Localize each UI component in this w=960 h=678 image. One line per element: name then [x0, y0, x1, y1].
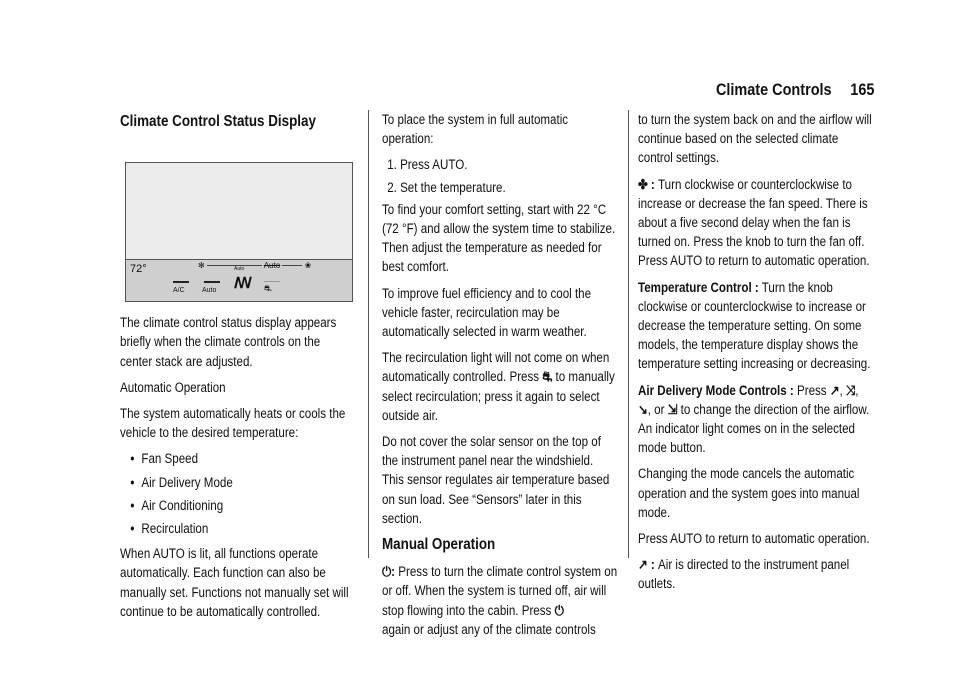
paragraph — [382, 562, 617, 639]
label: Air Delivery Mode Controls : — [638, 382, 794, 398]
paragraph — [638, 278, 873, 374]
power-icon: ⏻ — [382, 564, 392, 580]
fan-low-icon: ✻ — [198, 261, 205, 270]
floor-mode-icon: ↘ — [638, 401, 648, 417]
column-divider — [628, 110, 629, 558]
paragraph: Changing the mode cancels the automatic operation and the system goes into manual mode. — [638, 466, 860, 520]
section-title: Climate Controls — [715, 80, 832, 99]
list-item: • Recirculation — [130, 519, 355, 538]
paragraph: The system automatically heats or cools the vehicle to the desired temperature: — [120, 406, 346, 441]
paragraph: to turn the system back on and the airflow will continue based on the selected climate control settings. — [638, 112, 872, 166]
paragraph: To place the system in full automatic operation: — [382, 112, 569, 147]
column-3 — [638, 110, 873, 601]
auto-label: Auto — [202, 287, 217, 294]
mode-auto-label: Auto — [234, 266, 245, 272]
recirculation-icon: ⛐ — [542, 369, 553, 385]
column-2 — [382, 110, 617, 646]
text: , or — [647, 401, 665, 417]
text: Press — [796, 382, 827, 398]
paragraph: When AUTO is lit, all functions operate automatically. Each function can also be manually set. Functions not manually set will continue to be automatically controlled. — [120, 546, 349, 619]
vent-mode-icon: ↗ — [829, 382, 840, 398]
vent-mode-icon: ↗ — [638, 557, 648, 573]
vent-mode-icon: ꟿ — [234, 275, 252, 292]
text: to change the direction of the airflow. An indicator light comes on in the selected mode button. — [638, 401, 870, 456]
text: Turn clockwise or counterclockwise to increase or decrease the fan speed. There is about a five second delay when the fan is turned on. Press the knob to turn the fan off. Press AUTO to return to automatic operation. — [638, 176, 870, 269]
fan-icon: ✤ — [638, 176, 648, 192]
defog-mode-icon: ⇲ — [667, 401, 678, 417]
text: Press to turn the climate control system on or off. When the system is turned off, air will stop flowing into the cabin. Press — [382, 564, 618, 618]
subheading: Automatic Operation — [120, 379, 226, 395]
text: Air is directed to the instrument panel outlets. — [638, 557, 850, 592]
paragraph: ✤ : Turn clockwise or counterclockwise to increase or decrease the fan speed. There is about a five second delay when the fan is turned on. Press the knob to turn the fan off. Press AUTO to return to automatic operation. — [638, 176, 870, 269]
fan-auto-label: Auto — [263, 261, 281, 270]
paragraph: To improve fuel efficiency and to cool the vehicle faster, recirculation may be automatically selected in warm weather. — [382, 285, 592, 340]
function-list — [120, 449, 355, 538]
fan-high-icon: ❀ — [304, 261, 312, 270]
step-note: To find your comfort setting, start with 22 °C (72 °F) and allow the system time to stabilize. Then adjust the temperature as needed for best comfort. — [382, 201, 616, 275]
bi-level-mode-icon: ⤨ — [845, 382, 856, 398]
text: again or adjust any of the climate controls — [382, 621, 596, 637]
label: Temperature Control : — [638, 279, 759, 295]
page-number: 165 — [849, 80, 874, 99]
section-heading: Manual Operation — [382, 536, 496, 554]
recirc-icon: ⛐ — [264, 283, 272, 293]
column-1 — [120, 110, 355, 628]
text: Turn the knob clockwise or counterclockwise to increase or decrease the temperature setting. On some models, the temperature display shows the temperature setting increasing or decreasing. — [638, 279, 871, 372]
step: 2. Set the temperature. — [387, 179, 506, 195]
step: 1. Press AUTO. — [387, 157, 468, 173]
list-item: • Air Delivery Mode — [130, 473, 355, 492]
section-heading: Climate Control Status Display — [120, 113, 316, 130]
text: to manually select recirculation; press it again to select outside air. — [382, 369, 615, 423]
list-item: • Fan Speed — [130, 449, 355, 468]
text: The recirculation light will not come on when automatically controlled. Press — [382, 350, 610, 385]
paragraph — [382, 348, 617, 425]
text: : — [391, 564, 396, 580]
paragraph: Air Delivery Mode Controls : Press ↗, ⤨, ↘, or ⇲ to change the direction of the airflow. An indicator light comes on in the selected mode button. — [638, 382, 870, 456]
list-item: • Air Conditioning — [130, 496, 355, 515]
column-divider — [368, 110, 369, 558]
paragraph: ↗ : Air is directed to the instrument panel outlets. — [638, 557, 850, 592]
power-icon: ⏻ — [554, 602, 564, 618]
display-temp: 72° — [130, 263, 147, 275]
ac-label: A/C — [173, 287, 185, 294]
paragraph: Press AUTO to return to automatic operation. — [638, 531, 870, 547]
paragraph: The climate control status display appears briefly when the climate controls on the center stack are adjusted. — [120, 315, 337, 369]
paragraph: Do not cover the solar sensor on the top of the instrument panel near the windshield. This sensor regulates air temperature based on sun load. See “Sensors” later in this section. — [382, 434, 610, 526]
page-header — [697, 80, 874, 100]
